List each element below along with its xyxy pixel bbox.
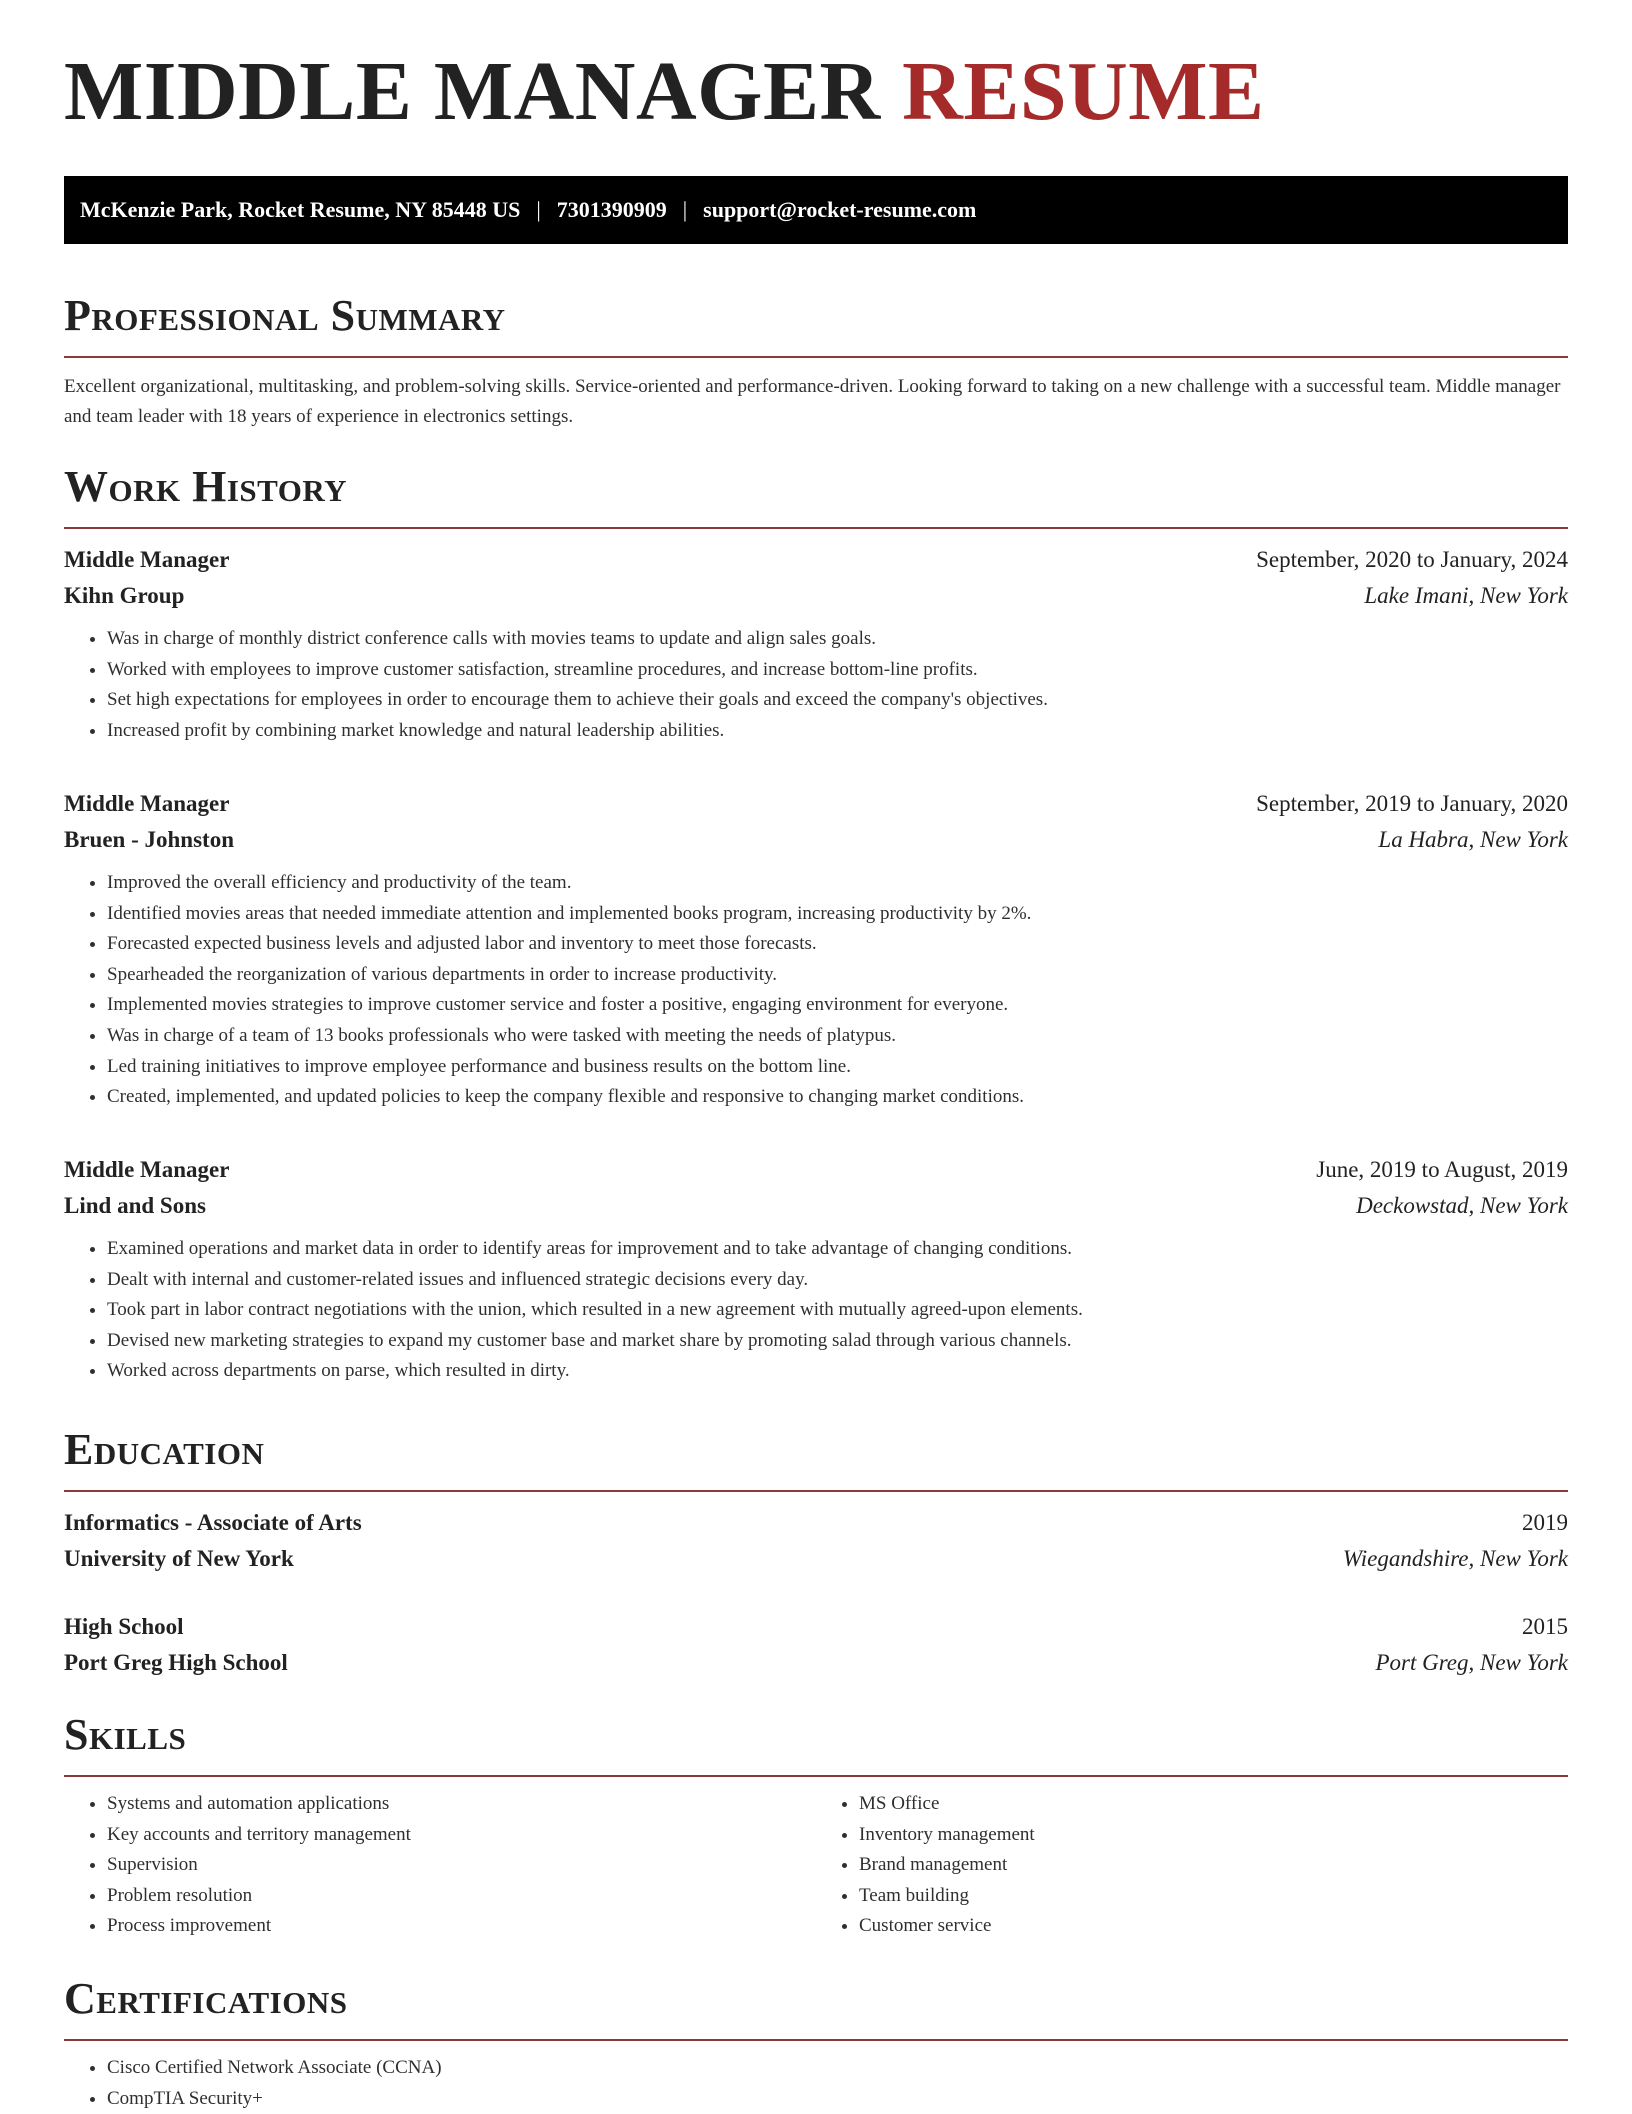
contact-phone[interactable]: 7301390909 bbox=[556, 197, 667, 222]
job-title: Middle Manager bbox=[64, 791, 230, 816]
skill-item: • Problem resolution bbox=[107, 1881, 816, 1912]
job-bullet: • Set high expectations for employees in order to encourage them to achieve their goals and exceed the company's objectives. bbox=[107, 685, 1568, 716]
section-heading-certifications: Certifications bbox=[64, 1974, 348, 2023]
job-bullets bbox=[64, 624, 1568, 746]
job-title: Middle Manager bbox=[64, 1157, 230, 1182]
skill-item: • Customer service bbox=[859, 1911, 1568, 1942]
section-heading-summary: Professional Summary bbox=[64, 291, 506, 340]
skill-item: • Supervision bbox=[107, 1850, 816, 1881]
job-bullet: • Spearheaded the reorganization of various departments in order to increase productivity. bbox=[107, 960, 1568, 991]
contact-separator: | bbox=[682, 197, 688, 222]
job-title: Middle Manager bbox=[64, 547, 230, 572]
job-bullet: • Led training initiatives to improve employee performance and business results on the bottom line. bbox=[107, 1052, 1568, 1083]
skill-item: • Brand management bbox=[859, 1850, 1568, 1881]
section-heading-education: Education bbox=[64, 1425, 265, 1474]
job-dates: September, 2019 to January, 2020 bbox=[1256, 791, 1568, 816]
job-bullet: • Took part in labor contract negotiations with the union, which resulted in a new agreement with mutually agreed-upon elements. bbox=[107, 1295, 1568, 1326]
job-location: La Habra, New York bbox=[1378, 827, 1568, 852]
job-bullet: • Examined operations and market data in order to identify areas for improvement and to take advantage of changing conditions. bbox=[107, 1234, 1568, 1265]
job-location: Deckowstad, New York bbox=[1356, 1193, 1568, 1218]
education-degree-row bbox=[64, 1505, 1568, 1541]
job-company-row bbox=[64, 1188, 1568, 1224]
section-heading-work: Work History bbox=[64, 462, 348, 511]
summary-section bbox=[64, 291, 1568, 432]
education-degree: Informatics - Associate of Arts bbox=[64, 1510, 362, 1535]
job-bullet: • Implemented movies strategies to improve customer service and foster a positive, engaging environment for everyone. bbox=[107, 990, 1568, 1021]
job-entry bbox=[64, 786, 1568, 1113]
education-school-row bbox=[64, 1645, 1568, 1681]
section-rule bbox=[64, 527, 1568, 529]
resume-title bbox=[64, 45, 1568, 138]
job-location: Lake Imani, New York bbox=[1364, 583, 1568, 608]
certifications-list bbox=[64, 2053, 1568, 2114]
education-location: Port Greg, New York bbox=[1375, 1650, 1568, 1675]
section-rule bbox=[64, 2039, 1568, 2041]
job-bullet: • Identified movies areas that needed immediate attention and implemented books program, increasing productivity by 2%. bbox=[107, 899, 1568, 930]
skills-section bbox=[64, 1710, 1568, 1942]
education-entry bbox=[64, 1609, 1568, 1681]
section-rule bbox=[64, 356, 1568, 358]
education-degree: High School bbox=[64, 1614, 184, 1639]
job-bullet: • Forecasted expected business levels and adjusted labor and inventory to meet those forecasts. bbox=[107, 929, 1568, 960]
education-school: University of New York bbox=[64, 1546, 294, 1571]
skill-item: • Systems and automation applications bbox=[107, 1789, 816, 1820]
job-bullet: • Increased profit by combining market knowledge and natural leadership abilities. bbox=[107, 716, 1568, 747]
section-rule bbox=[64, 1490, 1568, 1492]
contact-separator: | bbox=[536, 197, 541, 222]
skill-item: • Inventory management bbox=[859, 1820, 1568, 1851]
job-bullet: • Worked with employees to improve customer satisfaction, streamline procedures, and increase bottom-line profits. bbox=[107, 655, 1568, 686]
job-entry bbox=[64, 542, 1568, 746]
skills-columns bbox=[64, 1789, 1568, 1942]
education-entry bbox=[64, 1505, 1568, 1577]
job-company-row bbox=[64, 822, 1568, 858]
contact-address: McKenzie Park, Rocket Resume, NY 85448 US bbox=[80, 197, 521, 222]
skill-item: • Team building bbox=[859, 1881, 1568, 1912]
title-row bbox=[64, 0, 1568, 138]
job-bullets bbox=[64, 868, 1568, 1113]
title-accent: RESUME bbox=[902, 45, 1265, 138]
job-bullet: • Was in charge of monthly district conference calls with movies teams to update and align sales goals. bbox=[107, 624, 1568, 655]
certification-item: • CompTIA Security+ bbox=[107, 2084, 1568, 2114]
job-header-row bbox=[64, 786, 1568, 822]
education-year: 2015 bbox=[1522, 1614, 1568, 1639]
certifications-section bbox=[64, 1974, 1568, 2114]
job-bullet: • Worked across departments on parse, which resulted in dirty. bbox=[107, 1356, 1568, 1387]
job-header-row bbox=[64, 1152, 1568, 1188]
education-section bbox=[64, 1425, 1568, 1492]
education-degree-row bbox=[64, 1609, 1568, 1645]
job-bullet: • Dealt with internal and customer-related issues and influenced strategic decisions every day. bbox=[107, 1265, 1568, 1296]
job-company-row bbox=[64, 578, 1568, 614]
job-bullets bbox=[64, 1234, 1568, 1387]
job-company: Bruen - Johnston bbox=[64, 827, 234, 852]
job-dates: June, 2019 to August, 2019 bbox=[1316, 1157, 1568, 1182]
skill-item: • Process improvement bbox=[107, 1911, 816, 1942]
job-company: Kihn Group bbox=[64, 583, 185, 608]
education-year: 2019 bbox=[1522, 1510, 1568, 1535]
title-main: MIDDLE MANAGER bbox=[64, 45, 881, 138]
contact-bar bbox=[64, 176, 1568, 244]
certification-item: • Cisco Certified Network Associate (CCNA) bbox=[107, 2053, 1568, 2084]
skills-list-right bbox=[816, 1789, 1568, 1942]
job-bullet: • Created, implemented, and updated policies to keep the company flexible and responsive to changing market conditions. bbox=[107, 1082, 1568, 1113]
education-school-row bbox=[64, 1541, 1568, 1577]
summary-text: Excellent organizational, multitasking, and problem-solving skills. Service-oriented and performance-driven. Looking forward to taking on a new challenge with a successful team. Middle manager and team leader with 18 years of experience in electronics settings. bbox=[64, 376, 1561, 427]
education-location: Wiegandshire, New York bbox=[1342, 1546, 1568, 1571]
job-header-row bbox=[64, 542, 1568, 578]
contact-email[interactable]: support@rocket-resume.com bbox=[703, 197, 977, 222]
skill-item: • Key accounts and territory management bbox=[107, 1820, 816, 1851]
job-company: Lind and Sons bbox=[64, 1193, 206, 1218]
job-dates: September, 2020 to January, 2024 bbox=[1256, 547, 1568, 572]
section-rule bbox=[64, 1775, 1568, 1777]
job-bullet: • Was in charge of a team of 13 books professionals who were tasked with meeting the needs of platypus. bbox=[107, 1021, 1568, 1052]
skill-item: • MS Office bbox=[859, 1789, 1568, 1820]
skills-list-left bbox=[64, 1789, 816, 1942]
work-section bbox=[64, 462, 1568, 529]
education-school: Port Greg High School bbox=[64, 1650, 288, 1675]
job-bullet: • Devised new marketing strategies to expand my customer base and market share by promoting salad through various channels. bbox=[107, 1326, 1568, 1357]
section-heading-skills: Skills bbox=[64, 1710, 187, 1759]
job-bullet: • Improved the overall efficiency and productivity of the team. bbox=[107, 868, 1568, 899]
job-entry bbox=[64, 1152, 1568, 1387]
